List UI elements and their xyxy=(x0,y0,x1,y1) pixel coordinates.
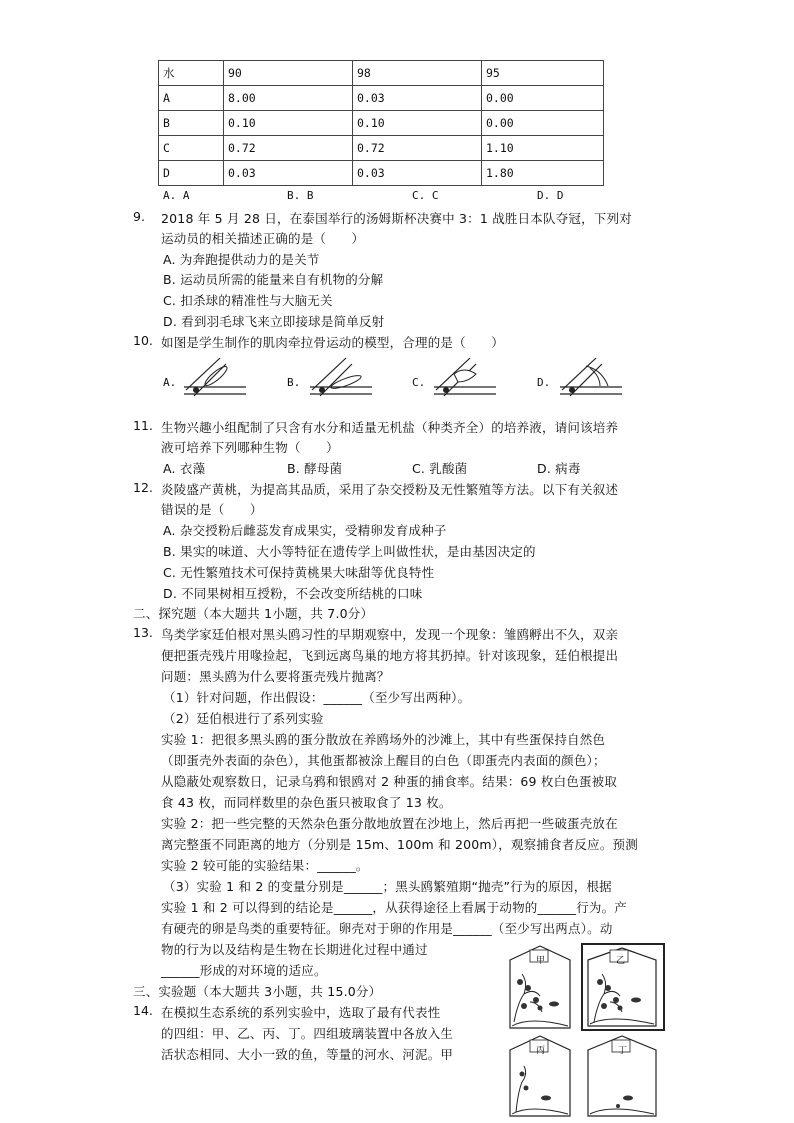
question-text: 鸟类学家廷伯根对黑头鸥习性的早期观察中，发现一个现象：雏鸥孵出不久，双亲 xyxy=(161,627,619,642)
table-row xyxy=(159,86,604,111)
table-cell: 0.72 xyxy=(353,136,482,161)
question-text: 活状态相同、大小一致的鱼，等量的河水、河泥。甲 xyxy=(161,1047,454,1062)
question-text: 实验 2 较可能的实验结果：______。 xyxy=(161,858,369,873)
option-b[interactable]: B. xyxy=(287,376,301,389)
table-cell: 0.72 xyxy=(224,136,353,161)
question-text: 便把蛋壳残片用喙捡起，飞到远离鸟巢的地方将其扔掉。针对该现象，廷伯根提出 xyxy=(161,648,619,663)
option-c[interactable]: C. 乳酸菌 xyxy=(412,461,468,476)
table-row xyxy=(159,161,604,186)
question-stem: 液可培养下列哪种生物（ ） xyxy=(161,440,339,455)
question-number: 14. xyxy=(133,1003,153,1018)
jar-label: 丙 xyxy=(536,1046,546,1056)
option-d[interactable]: D. 不同果树相互授粉，不会改变所结桃的口味 xyxy=(163,586,423,601)
question-stem: 运动员的相关描述正确的是（ ） xyxy=(161,231,365,246)
option-c[interactable]: C. xyxy=(412,376,426,389)
table-cell: 0.00 xyxy=(482,111,604,136)
data-table xyxy=(158,60,604,186)
question-text: ______形成的对环境的适应。 xyxy=(161,963,327,978)
question-stem: 2018 年 5 月 28 日，在泰国举行的汤姆斯杯决赛中 3：1 战胜日本队夺冠，下列对 xyxy=(161,211,632,226)
table-cell: 8.00 xyxy=(224,86,353,111)
question-number: 9. xyxy=(133,209,145,224)
sub-question: （2）廷伯根进行了系列实验 xyxy=(163,711,324,726)
question-text: 实验 1 和 2 可以得到的结论是______，从获得途径上看属于动物的______行为。产 xyxy=(161,900,628,915)
question-text: 离完整蛋不同距离的地方（分别是 15m、100m 和 200m），观察捕食者反应。预测 xyxy=(161,837,638,852)
question-text: 食 43 枚，而同样数里的杂色蛋只被取食了 13 枚。 xyxy=(161,795,452,810)
jar-label: 甲 xyxy=(536,956,546,966)
option-c[interactable]: C. 无性繁殖技术可保持黄桃果大味甜等优良特性 xyxy=(163,565,435,580)
ecosystem-jars-figure xyxy=(500,942,668,1120)
option-a[interactable]: A. 杂交授粉后雌蕊发育成果实，受精卵发育成种子 xyxy=(163,523,447,538)
option-a[interactable]: A. A xyxy=(163,189,190,202)
table-cell: 0.10 xyxy=(224,111,353,136)
table-cell: 95 xyxy=(482,61,604,86)
option-c[interactable]: C. C xyxy=(412,189,439,202)
table-cell: D xyxy=(159,161,224,186)
option-c[interactable]: C. 扣杀球的精准性与大脑无关 xyxy=(163,293,333,308)
question-text: 在模拟生态系统的系列实验中，选取了最有代表性 xyxy=(161,1005,441,1020)
option-b[interactable]: B. 运动员所需的能量来自有机物的分解 xyxy=(163,272,384,287)
table-cell: 1.80 xyxy=(482,161,604,186)
table-row xyxy=(159,111,604,136)
table-cell: A xyxy=(159,86,224,111)
question-number: 12. xyxy=(133,480,153,495)
table-cell: 1.10 xyxy=(482,136,604,161)
table-cell: C xyxy=(159,136,224,161)
option-d[interactable]: D. xyxy=(537,376,551,389)
table-cell: 0.03 xyxy=(353,86,482,111)
option-a[interactable]: A. 为奔跑提供动力的是关节 xyxy=(163,252,320,267)
option-b[interactable]: B. 酵母菌 xyxy=(287,461,343,476)
table-cell: 90 xyxy=(224,61,353,86)
sub-question: （3）实验 1 和 2 的变量分别是______；黑头鸥繁殖期“抛壳”行为的原因，根据 xyxy=(163,879,612,894)
table-row xyxy=(159,61,604,86)
question-text: 的四组：甲、乙、丙、丁。四组玻璃装置中各放入生 xyxy=(161,1026,454,1041)
table-cell: 水 xyxy=(159,61,224,86)
question-text: 有硬壳的卵是鸟类的重要特征。卵壳对于卵的作用是______（至少写出两点）。动 xyxy=(161,921,613,936)
question-stem: 生物兴趣小组配制了只含有水分和适量无机盐（种类齐全）的培养液，请问该培养 xyxy=(161,420,619,435)
question-stem: 如图是学生制作的肌肉牵拉骨运动的模型，合理的是（ ） xyxy=(161,335,504,350)
question-text: （即蛋壳外表面的杂色），其他蛋都被涂上醒目的白色（即蛋壳内表面的颜色）； xyxy=(161,753,606,768)
option-b[interactable]: B. 果实的味道、大小等特征在遗传学上叫做性状，是由基因决定的 xyxy=(163,544,536,559)
arm-model-a-figure xyxy=(180,352,250,400)
table-cell: 98 xyxy=(353,61,482,86)
question-number: 10. xyxy=(133,333,153,348)
question-text: 问题：黑头鸥为什么要将蛋壳残片抛离？ xyxy=(161,669,390,684)
question-number: 11. xyxy=(133,418,153,433)
option-d[interactable]: D. 病毒 xyxy=(537,461,581,476)
question-text: 从隐蔽处观察数日，记录乌鸦和银鸥对 2 种蛋的捕食率。结果：69 枚白色蛋被取 xyxy=(161,774,618,789)
question-stem: 错误的是（ ） xyxy=(161,502,263,517)
option-a[interactable]: A. 衣藻 xyxy=(163,461,206,476)
table-cell: 0.00 xyxy=(482,86,604,111)
arm-model-d-figure xyxy=(556,352,626,400)
arm-model-b-figure xyxy=(306,352,376,400)
option-a[interactable]: A. xyxy=(163,376,177,389)
arm-model-c-figure xyxy=(430,352,500,400)
jar-label: 乙 xyxy=(616,956,626,966)
section-heading: 二、探究题（本大题共 1小题，共 7.0分） xyxy=(133,606,374,621)
question-number: 13. xyxy=(133,625,153,640)
table-cell: B xyxy=(159,111,224,136)
option-d[interactable]: D. 看到羽毛球飞来立即接球是简单反射 xyxy=(163,314,385,329)
sub-question: （1）针对问题，作出假设：______（至少写出两种）。 xyxy=(163,690,471,705)
option-d[interactable]: D. D xyxy=(537,189,564,202)
table-cell: 0.03 xyxy=(353,161,482,186)
table-cell: 0.10 xyxy=(353,111,482,136)
table-cell: 0.03 xyxy=(224,161,353,186)
question-text: 物的行为以及结构是生物在长期进化过程中通过 xyxy=(161,942,428,957)
section-heading: 三、实验题（本大题共 3小题，共 15.0分） xyxy=(133,984,382,999)
table-row xyxy=(159,136,604,161)
jar-label: 丁 xyxy=(618,1046,628,1056)
question-text: 实验 2：把一些完整的天然杂色蛋分散地放置在沙地上，然后再把一些破蛋壳放在 xyxy=(161,816,618,831)
question-stem: 炎陵盛产黄桃，为提高其品质，采用了杂交授粉及无性繁殖等方法。以下有关叙述 xyxy=(161,482,619,497)
option-b[interactable]: B. B xyxy=(287,189,314,202)
question-text: 实验 1：把很多黑头鸥的蛋分散放在养鸥场外的沙滩上，其中有些蛋保持自然色 xyxy=(161,732,606,747)
